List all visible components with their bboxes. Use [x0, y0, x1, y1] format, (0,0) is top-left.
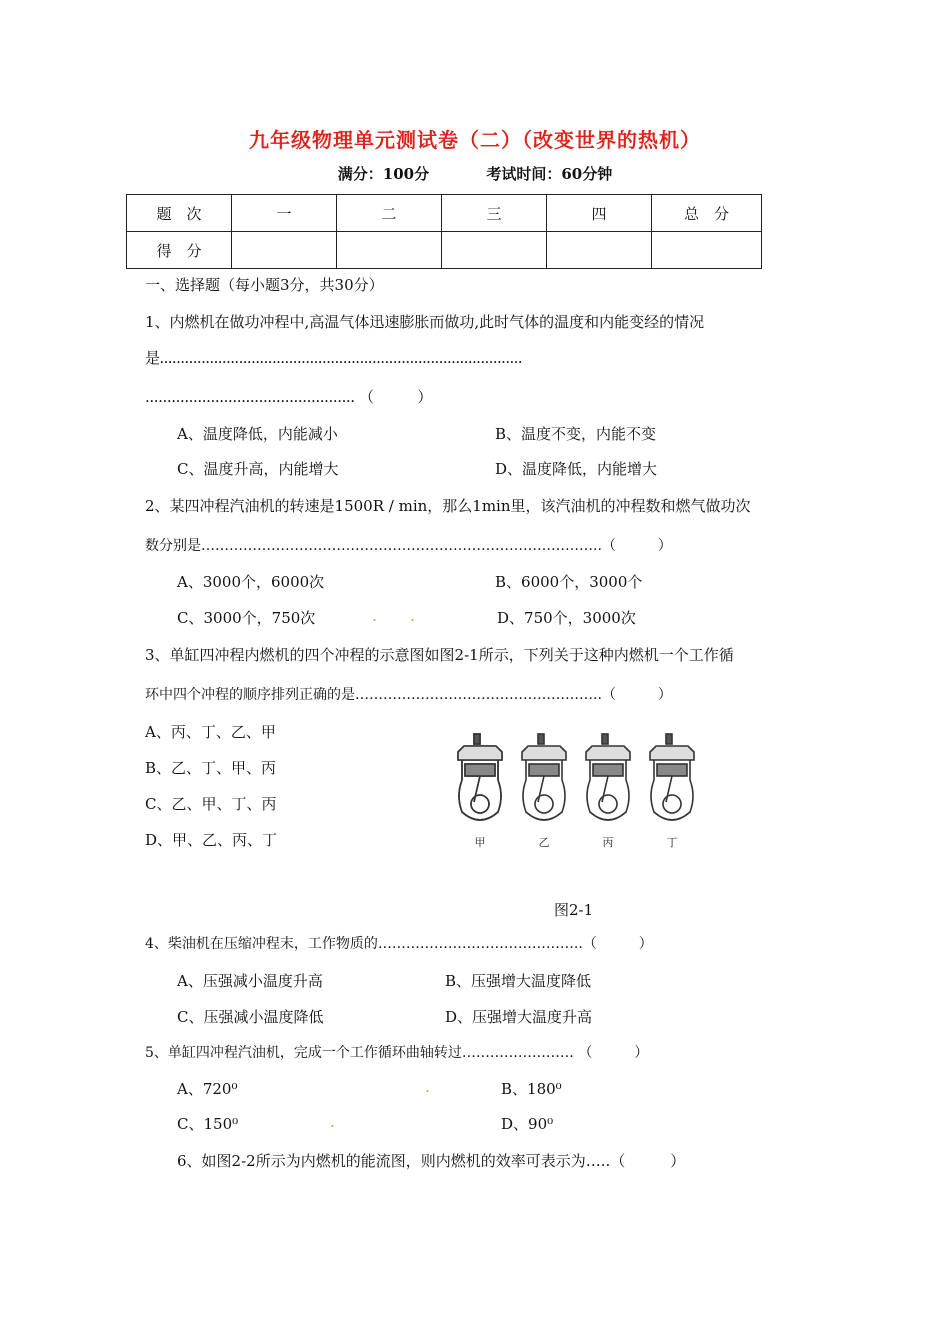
score-table-score-row: [127, 232, 762, 269]
stray-mark: .: [372, 607, 377, 625]
score-table: [126, 194, 762, 269]
header-cell: 四: [547, 195, 652, 232]
page-title: 九年级物理单元测试卷（二）（改变世界的热机）: [249, 128, 701, 152]
q3-stem-cont: 环中四个冲程的顺序排列正确的是……………………………………………..（ ）: [145, 687, 672, 703]
q4-option-c: C、压强减小温度降低: [177, 1008, 324, 1026]
q3-option-a: A、丙、丁、乙、甲: [145, 723, 276, 741]
exam-time: 考试时间：60分钟: [486, 165, 613, 183]
q3-option-c: C、乙、甲、丁、丙: [145, 795, 277, 813]
header-cell: 二: [337, 195, 442, 232]
q5-option-c: C、150⁰: [177, 1115, 239, 1133]
q2-option-a: A、3000个，6000次: [177, 573, 325, 591]
q1-option-d: D、温度降低，内能增大: [495, 460, 658, 478]
score-table-header-row: [127, 195, 762, 232]
score-row-label: 得 分: [127, 232, 232, 269]
q1-option-c: C、温度升高，内能增大: [177, 460, 339, 478]
q3-stem: 3、单缸四冲程内燃机的四个冲程的示意图如图2-1所示，下列关于这种内燃机一个工作循: [145, 646, 734, 664]
q2-option-d: D、750个，3000次: [497, 609, 636, 627]
header-cell: 一: [232, 195, 337, 232]
full-score: 满分：100分: [337, 165, 430, 183]
score-cell[interactable]: [337, 232, 442, 269]
q4-option-d: D、压强增大温度升高: [445, 1008, 593, 1026]
q3-option-d: D、甲、乙、丙、丁: [145, 831, 278, 849]
q1-stem: 1、内燃机在做功冲程中,高温气体迅速膨胀而做功,此时气体的温度和内能变经的情况: [145, 313, 705, 331]
stray-mark: .: [425, 1078, 430, 1096]
q1-option-b: B、温度不变，内能不变: [495, 425, 657, 443]
header-cell: 总 分: [652, 195, 762, 232]
figure-label-jia: 甲: [474, 836, 486, 849]
q3-option-b: B、乙、丁、甲、丙: [145, 759, 277, 777]
score-cell[interactable]: [232, 232, 337, 269]
q2-stem-cont: 数分别是…………………………………………………………………………..（ ）: [145, 538, 672, 554]
q5-option-d: D、90⁰: [501, 1115, 554, 1133]
figure-label-yi: 乙: [538, 836, 550, 849]
score-cell[interactable]: [547, 232, 652, 269]
q2-option-b: B、6000个，3000个: [495, 573, 643, 591]
q2-stem: 2、某四冲程汽油机的转速是1500R / min，那么1min里，该汽油机的冲程数和燃气做功次: [145, 497, 751, 515]
stray-mark: .: [330, 1113, 335, 1131]
figure-label-bing: 丙: [602, 836, 614, 849]
q5-option-b: B、180⁰: [501, 1080, 562, 1098]
q4-option-b: B、压强增大温度降低: [445, 972, 592, 990]
q1-stem-end: ................................................ （ ）: [145, 388, 433, 406]
score-cell[interactable]: [442, 232, 547, 269]
figure-label-ding: 丁: [666, 836, 678, 849]
header-cell: 三: [442, 195, 547, 232]
q2-option-c: C、3000个，750次: [177, 609, 316, 627]
q4-option-a: A、压强减小温度升高: [177, 972, 323, 990]
exam-info: [0, 163, 950, 184]
engine-strokes-figure: [452, 732, 708, 860]
stray-mark: .: [410, 607, 415, 625]
section-heading: 一、选择题（每小题3分，共30分）: [145, 276, 384, 294]
q1-stem-cont: 是.......................................................................................: [145, 349, 523, 367]
q4-stem: 4、柴油机在压缩冲程末，工作物质的……………………………………..（ ）: [145, 936, 653, 952]
q5-stem: 5、单缸四冲程汽油机，完成一个工作循环曲轴转过…………………… （ ）: [145, 1045, 649, 1061]
score-cell[interactable]: [652, 232, 762, 269]
header-cell: 题 次: [127, 195, 232, 232]
figure-caption: 图2-1: [554, 901, 594, 919]
q1-option-a: A、温度降低，内能减小: [177, 425, 338, 443]
q5-option-a: A、720⁰: [177, 1080, 238, 1098]
q6-stem: 6、如图2-2所示为内燃机的能流图，则内燃机的效率可表示为…..（ ）: [177, 1152, 686, 1170]
